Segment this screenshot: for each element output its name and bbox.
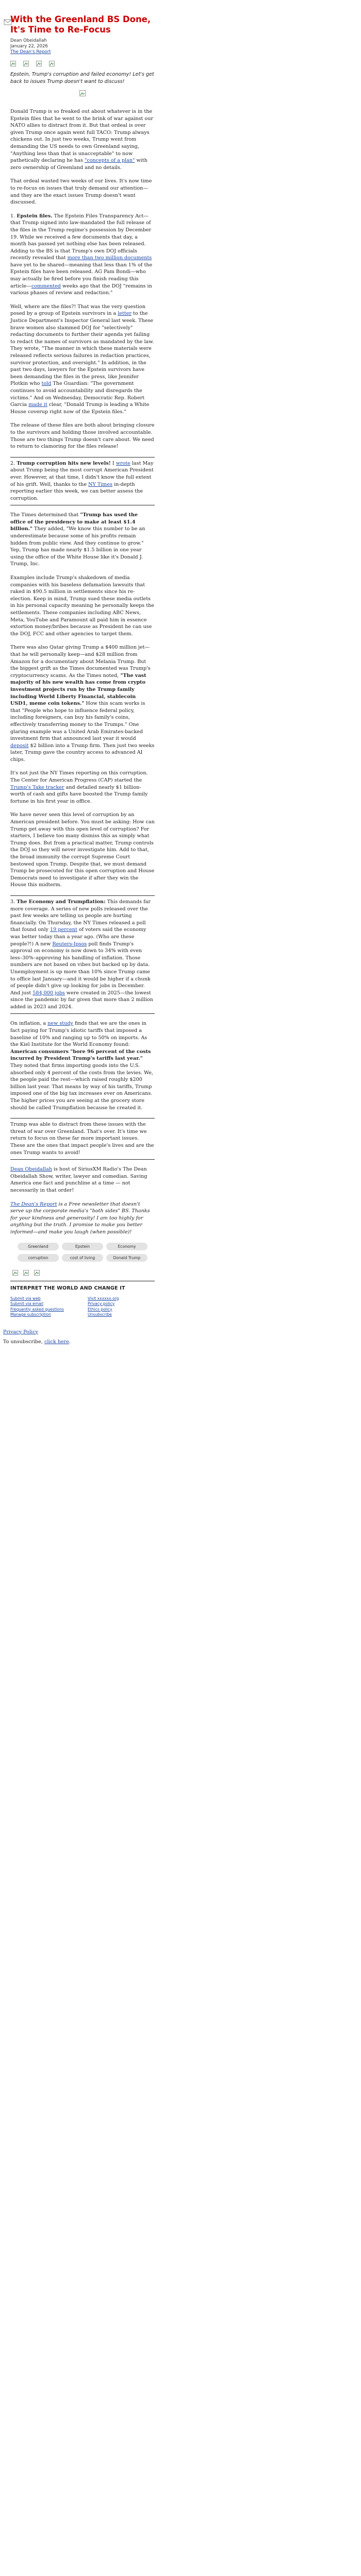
- section-heading: Epstein files.: [17, 213, 53, 219]
- tag[interactable]: Economy: [106, 1243, 147, 1250]
- inline-link[interactable]: NY Times: [88, 481, 113, 487]
- linkedin-icon[interactable]: [34, 1268, 40, 1274]
- paragraph: On inflation, a new study finds that we are the ones in fact paying for Trump's idiotic tariffs that imposed a baseline of 10% and ranging up to 50% on imports. As the Kiel Institute for the World Economy found: American consumers "bore 96 percent of the costs incurred by President Trump's tariffs last year." They noted that firms importing goods into the U.S. absorbed only 4 percent of the costs from the levies. We, the people paid the rest—which raised roughly $200 billion last year. That means by way of his tariffs, Trump imposed one of the big tax increases ever on Americans. The higher prices you are seeing at the grocery store should be called Trumpflation because he created it.: [10, 1021, 153, 1111]
- inline-link[interactable]: 19 percent: [50, 927, 77, 933]
- byline: [10, 38, 155, 55]
- highlight-block: Trump was able to distract from these issues with the threat of war over Greenland. That's over. It's time we return to focus on these far more important issues. These are the ones that impact people's lives and are the ones Trump wants to avoid!: [10, 1118, 155, 1160]
- unsubscribe-link[interactable]: click here: [44, 1338, 69, 1345]
- inline-link[interactable]: deposit: [10, 742, 29, 749]
- inline-link[interactable]: letter: [118, 311, 132, 317]
- section-heading: Trump corruption hits new levels!: [17, 460, 111, 466]
- inline-link[interactable]: commented: [31, 283, 61, 289]
- inline-link[interactable]: more than two million documents: [67, 255, 152, 261]
- footer-link[interactable]: Submit via web: [10, 1296, 41, 1301]
- linkedin-icon[interactable]: [36, 59, 42, 64]
- publish-date: January 22, 2026: [10, 44, 48, 49]
- unsubscribe-line: To unsubscribe, click here.: [3, 1338, 71, 1345]
- tag-list: [10, 1243, 155, 1262]
- paragraph: Examples include Trump's shakedown of media companies with his baseless defamation lawsuits that raked in $90.5 million in settlements since his re-election. Keep in mind, Trump sued these media outlets in his personal capacity meaning he personally keeps the settlements. These companies including ABC News, Meta, YouTube and Paramount all paid him in essence extortion money/bribes because as President he can use the DOJ, FCC and other agencies to target them.: [10, 575, 154, 637]
- article-summary: Epstein, Trump's corruption and failed economy! Let's get back to issues Trump doesn't want to discuss!: [10, 72, 154, 84]
- inline-link[interactable]: Trump's Take tracker: [10, 784, 64, 790]
- twitter-icon[interactable]: [23, 59, 29, 64]
- privacy-policy-link[interactable]: Privacy Policy: [3, 1329, 38, 1335]
- paragraph: We have never seen this level of corruption by an American president before. You must be asking: How can Trump get away with this open level of corruption? For starters, I believe too many dismiss this as simply what Trump does. But from a practical matter, Trump controls the DOJ so they will never investigate him. Add to that, the broad immunity the corrupt Supreme Court bestowed upon Trump. Despite that, we must demand Trump be prosecuted for this open corruption and House Democrats need to investigate if after they win the House this midterm.: [10, 812, 155, 888]
- article-title[interactable]: With the Greenland BS Done, It's Time to Re-Focus: [10, 14, 151, 35]
- paragraph: 1. Epstein files. The Epstein Files Transparency Act—that Trump signed into law-mandated the full release of the files in the Trump regime's possession by December 19. While we received a few documents that day, a month has passed yet nothing else has been released. Adding to the BS is that Trump's own DOJ officials recently revealed that more than two million documents have yet to be shared—meaning that less than 1% of the Epstein files have been released. AG Pam Bondi—who may actually be fired before you finish reading this article—commented weeks ago that the DOJ "remains in various phases of review and redaction.": [10, 213, 153, 296]
- author-name: Dean Obeidallah: [10, 38, 47, 43]
- tag[interactable]: cost of living: [62, 1254, 103, 1262]
- facebook-icon[interactable]: [12, 1268, 18, 1274]
- footer-links: [10, 1296, 155, 1317]
- section-heading: The Economy and Trumpflation:: [17, 899, 106, 905]
- highlight-block: 2. Trump corruption hits new levels! I wrote last May about Trump being the most corrupt American President ever. However, at that time, I didn't know the full extent of his grift. Well, thanks to the NY Times in-depth reporting earlier this week, we can better assess the corruption.: [10, 457, 155, 506]
- publication-link[interactable]: The Dean's Report: [10, 49, 51, 55]
- inline-link[interactable]: made it: [28, 402, 47, 408]
- footer-title: INTERPRET THE WORLD AND CHANGE IT: [10, 1285, 125, 1291]
- footer-link[interactable]: Privacy policy: [88, 1301, 115, 1306]
- tag[interactable]: Epstein: [62, 1243, 103, 1250]
- tag[interactable]: Greenland: [18, 1243, 59, 1250]
- paragraph: That ordeal wasted two weeks of our lives. It's now time to re-focus on issues that truly demand our attention—and they are the exact issues Trump doesn't want discussed.: [10, 178, 152, 206]
- inline-link[interactable]: 584,000 jobs: [32, 990, 65, 996]
- paragraph: The Times determined that "Trump has used the office of the presidency to make at least $1.4 billion." They added, "We know this number to be an underestimate because some of his profits remain hidden from public view. And they continue to grow." Yep, Trump has made nearly $1.5 billion in one year using the office of the White House like it's Donald J. Trump, Inc.: [10, 512, 145, 567]
- share-row: [10, 59, 155, 66]
- facebook-icon[interactable]: [10, 59, 16, 64]
- inline-link[interactable]: new study: [47, 1021, 73, 1027]
- article-body: [10, 108, 155, 1236]
- inline-link[interactable]: told: [41, 381, 52, 387]
- footer-link[interactable]: Frequently asked questions: [10, 1307, 64, 1312]
- newsletter-link[interactable]: The Dean's Report: [10, 1201, 57, 1207]
- inline-link[interactable]: "concepts of a plan": [84, 158, 135, 164]
- social-row: [10, 1268, 155, 1274]
- author-bio: Dean Obeidallah is host of SiriusXM Radio's The Dean Obeidallah Show, writer, lawyer and comedian. Saving America one fact and punchline at a time — not necessarily in that order!: [10, 1166, 147, 1193]
- email-share-icon[interactable]: [49, 59, 55, 64]
- newsletter-note: The Dean's Report is a Free newsletter that doesn't serve up the corporate media's "both sides" BS. Thanks for your kindness and generosity! I am too highly for anything but the truth. I promise to make you better informed—and make you laugh (when possible)!: [10, 1201, 150, 1235]
- footer-link[interactable]: Manage subscription: [10, 1312, 51, 1317]
- paragraph: It's not just the NY Times reporting on this corruption. The Center for American Progress (CAP) started the Trump's Take tracker and detailed nearly $1 billion-worth of cash and gifts have boosted the Trump family fortune in his first year in office.: [10, 770, 148, 804]
- footer-link[interactable]: Visit xxxxxx.org: [88, 1296, 119, 1301]
- tag[interactable]: Donald Trump: [106, 1254, 147, 1262]
- footer-link[interactable]: Submit via email: [10, 1301, 43, 1306]
- footer-link[interactable]: Ethics policy: [88, 1307, 112, 1312]
- image-icon: [79, 89, 86, 95]
- newsletter-column: [10, 14, 155, 1317]
- paragraph: There was also Qatar giving Trump a $400 million jet—that he will personally keep—and $28 million from Amazon for a documentary about Melania Trump. But the biggest grift as the Times documented was Trump's cryptocurrency scams. As the Times noted, "The vast majority of his new wealth has come from crypto investment projects run by the Trump family including World Liberty Financial, stablecoin USD1, meme coin tokens." How this scam works is that "People who hope to influence federal policy, including foreigners, can buy his family's coins, effectively transferring money to the Trumps." One glaring example was a United Arab Emirates-backed investment firm that announced last year it would deposit $2 billion into a Trump firm. Then just two weeks later, Trump gave the country access to advanced AI chips.: [10, 645, 155, 762]
- paragraph: Well, where are the files?! That was the very question posed by a group of Epstein survivors in a letter to the Justice Department's Inspector General last week. These brave women also slammed DOJ for "selectively" redacting documents to further their agenda yet failing to redact the names of survivors as mandated by the law. They wrote, "The manner in which these materials were released reflects serious failures in redaction practices, survivor protection, and oversight." In addition, in the past two days, lawyers for the Epstein survivors have been demanding the files in the press, like Jennifer Plotkin who told The Guardian: "The government continues to avoid accountability and disregards the victims." And on Wednesday, Democratic Rep. Robert Garcia made it clear, "Donald Trump is leading a White House coverup right now of the Epstein files.": [10, 303, 154, 415]
- inline-link[interactable]: Reuters-Ipsos: [52, 941, 87, 947]
- highlight-block: 3. The Economy and Trumpflation: This demands far more coverage. A series of new polls released over the past few weeks are telling us people are hurting financially. On Thursday, the NY Times released a poll that found only 19 percent of voters said the economy was better today than a year ago. (Who are these people?!) A new Reuters-Ipsos poll finds Trump's approval on economy is now down to 34% with even less–30%–approving his handling of inflation. Those numbers are not based on vibes but backed up by data. Unemployment is up more than 10% since Trump came to office last January—and it would be higher if a chunk of people didn't give up looking for jobs in December. And just 584,000 jobs were created in 2025—the lowest since the pandemic by far given that more than 2 million added in 2023 and 2024.: [10, 895, 155, 1014]
- paragraph: The release of these files are both about bringing closure to the survivors and holding those involved accountable. Those are two things Trump doesn't care about. We need to return to clamoring for the files release!: [10, 422, 155, 450]
- paragraph: Donald Trump is so freaked out about whatever is in the Epstein files that he went to the brink of war against our NATO allies to distract from it. But that ordeal is over given Trump once again went full TACO: Trump always chickens out. In just two weeks, Trump went from demanding the US needs to own Greenland saying, "Anything less than that is unacceptable" to now pathetically declaring he has "concepts of a plan" with zero ownership of Greenland and no details.: [10, 109, 153, 171]
- author-link[interactable]: Dean Obeidallah: [10, 1166, 52, 1173]
- privacy-line: [3, 1329, 361, 1335]
- inline-link[interactable]: wrote: [116, 460, 130, 466]
- footer-link[interactable]: Unsubscribe: [88, 1312, 112, 1317]
- tag[interactable]: corruption: [18, 1254, 59, 1262]
- twitter-icon[interactable]: [23, 1268, 29, 1274]
- newsletter-footer: [10, 1281, 155, 1317]
